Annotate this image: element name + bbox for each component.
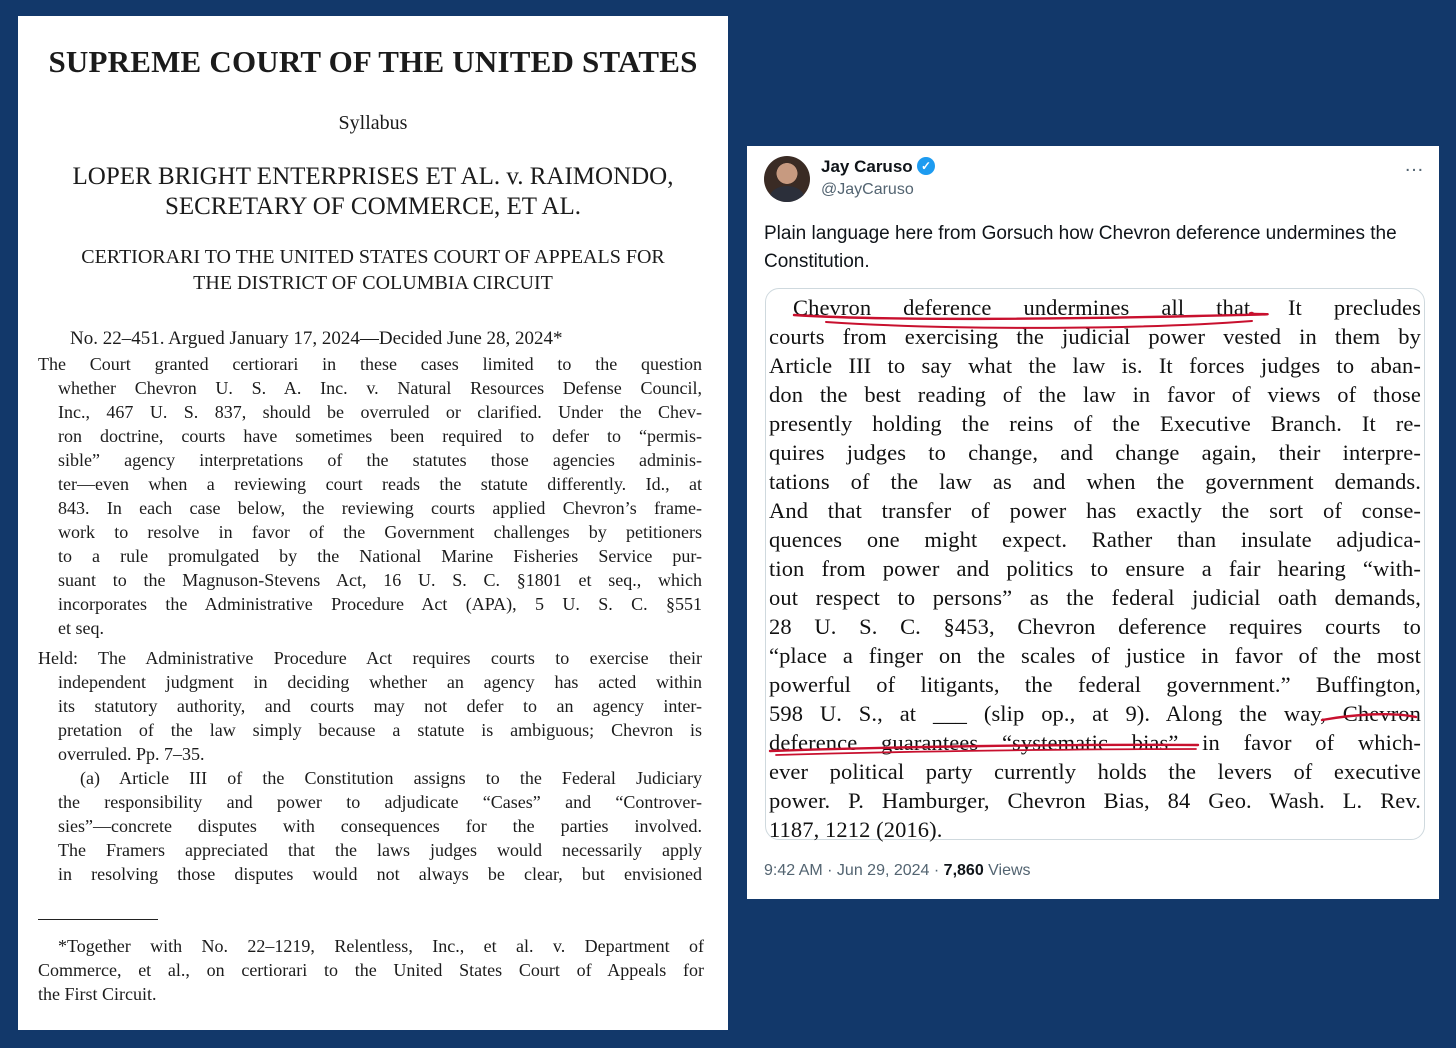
text-line: Commerce, et al., on certiorari to the United States Court of Appeals for <box>38 960 704 980</box>
excerpt-line: deference guarantees “systematic bias” in favor of which- <box>769 730 1421 755</box>
article-iii-paragraph <box>38 766 702 886</box>
text-line: in resolving those disputes would not always be clear, but envisioned <box>58 864 702 884</box>
more-options-icon[interactable]: … <box>1404 154 1425 176</box>
text-line: sies”—concrete disputes with consequences for the parties involved. <box>58 816 702 836</box>
text-line: pretation of the law simply because a statute is ambiguous; Chevron is <box>58 720 702 740</box>
text-line: its statutory authority, and courts may not defer to an agency inter- <box>58 696 702 716</box>
held-paragraph <box>38 646 702 766</box>
text-line: (a) Article III of the Constitution assigns to the Federal Judiciary <box>80 768 702 788</box>
quoted-excerpt-image[interactable] <box>765 288 1425 840</box>
underline-stroke <box>1322 714 1416 720</box>
syllabus-document <box>18 16 728 1030</box>
footnote <box>38 934 704 1006</box>
case-caption <box>18 162 728 222</box>
court-title: SUPREME COURT OF THE UNITED STATES <box>48 44 698 79</box>
views-label: Views <box>983 862 1031 879</box>
verified-badge-icon: ✓ <box>917 157 935 175</box>
tweet-meta <box>764 862 1031 880</box>
excerpt-line: don the best reading of the law in favor of views of those <box>769 382 1421 407</box>
underline-stroke <box>794 313 1268 319</box>
red-underline-annotations <box>766 289 1426 841</box>
author-name[interactable]: Jay Caruso <box>821 157 913 176</box>
excerpt-line: power. P. Hamburger, Chevron Bias, 84 Geo. Wash. L. Rev. <box>769 788 1421 813</box>
text-line: suant to the Magnuson-Stevens Act, 16 U. S. C. §1801 et seq., which <box>58 570 702 590</box>
docket-line: No. 22–451. Argued January 17, 2024—Decided June 28, 2024* <box>70 328 563 349</box>
excerpt-line: quences one might expect. Rather than insulate adjudica- <box>769 527 1421 552</box>
text-line: work to resolve in favor of the Government challenges by petitioners <box>58 522 702 542</box>
text-line: whether Chevron U. S. A. Inc. v. Natural Resources Defense Council, <box>58 378 702 398</box>
text-line: the responsibility and power to adjudicate “Cases” and “Controver- <box>58 792 702 812</box>
timestamp[interactable]: 9:42 AM · Jun 29, 2024 · <box>764 862 944 879</box>
text-line: independent judgment in deciding whether an agency has acted within <box>58 672 702 692</box>
certiorari-heading <box>18 244 728 296</box>
excerpt-line: Article III to say what the law is. It forces judges to aban- <box>769 353 1421 378</box>
avatar[interactable] <box>764 156 810 202</box>
excerpt-line: And that transfer of power has exactly the sort of conse- <box>769 498 1421 523</box>
excerpt-line: ever political party currently holds the levers of executive <box>769 759 1421 784</box>
case-caption-line: LOPER BRIGHT ENTERPRISES ET AL. v. RAIMONDO, <box>72 163 674 190</box>
text-line: The Framers appreciated that the laws judges would necessarily apply <box>58 840 702 860</box>
excerpt-line: Chevron deference undermines all that. It precludes <box>793 295 1421 320</box>
case-caption-line: SECRETARY OF COMMERCE, ET AL. <box>164 193 582 220</box>
excerpt-line: “place a finger on the scales of justice in favor of the most <box>769 643 1421 668</box>
text-line: Inc., 467 U. S. 837, should be overruled or clarified. Under the Chev- <box>58 402 702 422</box>
certiorari-line: THE DISTRICT OF COLUMBIA CIRCUIT <box>193 272 553 294</box>
intro-paragraph <box>38 352 702 640</box>
text-line: to a rule promulgated by the National Marine Fisheries Service pur- <box>58 546 702 566</box>
text-line: The Court granted certiorari in these cases limited to the question <box>38 354 702 374</box>
text-line: overruled. Pp. 7–35. <box>58 744 205 764</box>
excerpt-line: tion from power and politics to ensure a fair hearing “with- <box>769 556 1421 581</box>
tweet-text: Plain language here from Gorsuch how Chevron deference undermines the Constitution. <box>764 223 1397 272</box>
excerpt-line: out respect to persons” as the federal judicial oath demands, <box>769 585 1421 610</box>
excerpt-line: courts from exercising the judicial power vested in them by <box>769 324 1421 349</box>
text-line: the First Circuit. <box>38 984 157 1004</box>
underline-stroke <box>826 321 1252 328</box>
footnote-divider <box>38 919 158 920</box>
excerpt-line: quires judges to change, and change again, their interpre- <box>769 440 1421 465</box>
author-handle[interactable]: @JayCaruso <box>821 181 914 198</box>
excerpt-line: presently holding the reins of the Executive Branch. It re- <box>769 411 1421 436</box>
text-line: incorporates the Administrative Procedure Act (APA), 5 U. S. C. §551 <box>58 594 702 614</box>
excerpt-line: 598 U. S., at ___ (slip op., at 9). Along the way, Chevron <box>769 701 1421 726</box>
views-count: 7,860 <box>943 862 984 879</box>
certiorari-line: CERTIORARI TO THE UNITED STATES COURT OF APPEALS FOR <box>81 246 665 268</box>
excerpt-line: tations of the law as and when the government demands. <box>769 469 1421 494</box>
text-line: *Together with No. 22–1219, Relentless, Inc., et al. v. Department of <box>58 936 704 956</box>
excerpt-line: 1187, 1212 (2016). <box>769 817 943 842</box>
text-line: Held: The Administrative Procedure Act requires courts to exercise their <box>38 648 702 668</box>
text-line: sible” agency interpretations of the statutes those agencies adminis- <box>58 450 702 470</box>
text-line: ter—even when a reviewing court reads the statute differently. Id., at <box>58 474 702 494</box>
text-line: ron doctrine, courts have sometimes been required to defer to “permis- <box>58 426 702 446</box>
excerpt-line: 28 U. S. C. §453, Chevron deference requires courts to <box>769 614 1421 639</box>
text-line: 843. In each case below, the reviewing courts applied Chevron’s frame- <box>58 498 702 518</box>
syllabus-label: Syllabus <box>338 112 408 134</box>
excerpt-line: powerful of litigants, the federal government.” Buffington, <box>769 672 1421 697</box>
text-line: et seq. <box>58 618 104 638</box>
tweet-card[interactable] <box>747 146 1439 899</box>
